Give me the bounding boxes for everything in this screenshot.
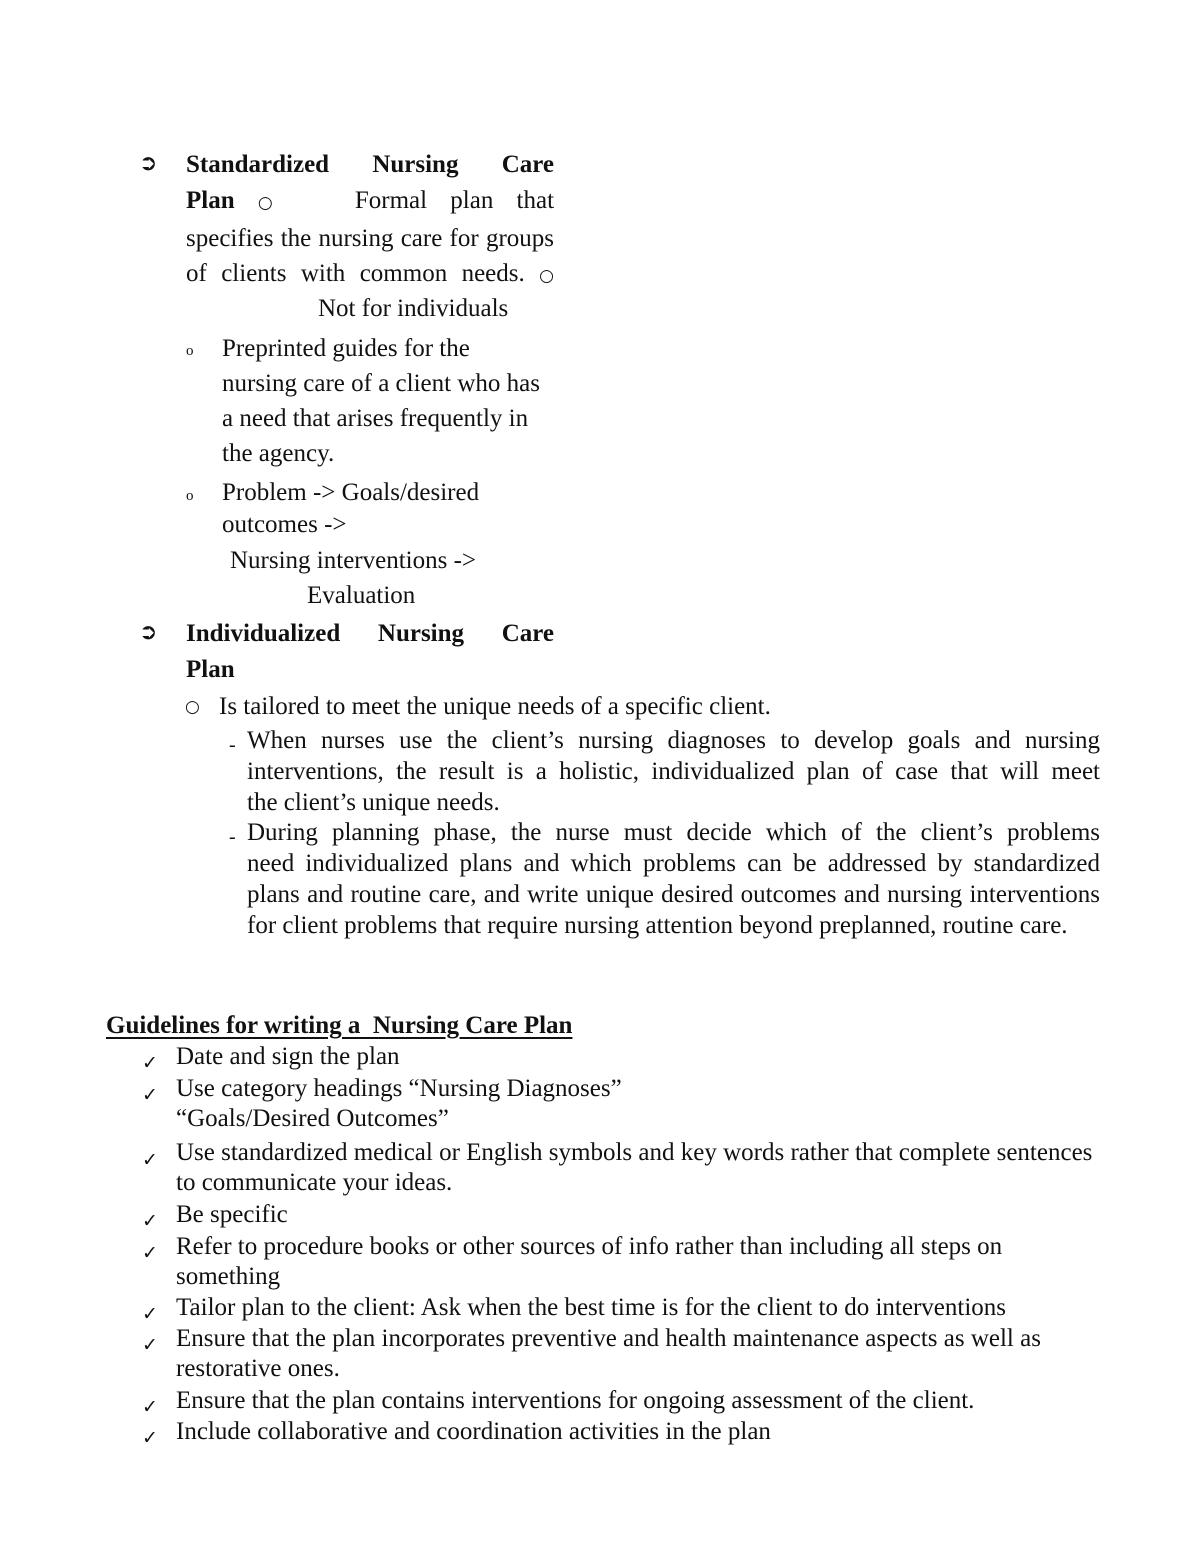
section-title-standardized-plan: Plan (186, 187, 235, 214)
standardized-not-individual: Not for individuals (318, 295, 509, 322)
checkmark-icon: ✓ (142, 1303, 158, 1325)
guideline-item: Be specific (176, 1201, 288, 1228)
dash-bullet-icon: - (229, 826, 236, 848)
guideline-item: Ensure that the plan contains interventions for ongoing assessment of the client. (176, 1387, 975, 1414)
arrow-bullet-icon: ➲ (139, 151, 158, 176)
arrow-bullet-icon: ➲ (139, 620, 158, 645)
section-title-individualized: Individualized Nursing Care (186, 620, 554, 647)
circle-bullet-icon: ○ (185, 697, 200, 717)
standardized-bullet-preprinted: Preprinted guides for the nursing care of a client who has a need that arises frequently in the agency. (222, 335, 540, 467)
standardized-flow-evaluation: Evaluation (307, 582, 416, 609)
circle-bullet-icon: ○ (539, 266, 554, 286)
individualized-bullet-tailored: Is tailored to meet the unique needs of a specific client. (219, 693, 771, 720)
checkmark-icon: ✓ (142, 1427, 158, 1449)
guideline-item: Use standardized medical or English symbols and key words rather that complete sentences to communicate your ideas. (176, 1139, 1093, 1196)
section-title-individualized-plan: Plan (186, 656, 235, 683)
circle-bullet-icon: ○ (257, 193, 290, 213)
checkmark-icon: ✓ (142, 1149, 158, 1171)
standardized-description (186, 183, 554, 294)
checkmark-icon: ✓ (142, 1084, 158, 1106)
small-o-bullet-icon: o (186, 488, 194, 504)
small-o-bullet-icon: o (186, 343, 194, 359)
guideline-item: Ensure that the plan incorporates preventive and health maintenance aspects as well as restorative ones. (176, 1325, 1041, 1382)
guideline-item: Tailor plan to the client: Ask when the best time is for the client to do interventions (176, 1294, 1007, 1321)
dash-bullet-icon: - (229, 734, 236, 756)
guidelines-heading: Guidelines for writing a Nursing Care Plan (106, 1012, 573, 1039)
guideline-item: Include collaborative and coordination activities in the plan (176, 1418, 771, 1445)
guideline-item: Use category headings “Nursing Diagnoses” “Goals/Desired Outcomes” (176, 1075, 622, 1132)
standardized-definition: Formal plan that specifies the nursing care for groups of clients with common needs. (186, 187, 555, 287)
checkmark-icon: ✓ (142, 1210, 158, 1232)
guideline-item: Refer to procedure books or other sources of info rather than including all steps on something (176, 1233, 1003, 1290)
individualized-sub-holistic: When nurses use the client’s nursing diagnoses to develop goals and nursing interventions, the result is a holistic, individualized plan of case that will meet the client’s unique needs. (247, 727, 1100, 816)
checkmark-icon: ✓ (142, 1242, 158, 1264)
checkmark-icon: ✓ (142, 1334, 158, 1356)
individualized-sub-planning-phase: During planning phase, the nurse must decide which of the client’s problems need individualized plans and which problems can be addressed by standardized plans and routine care, and write unique desired outcomes and nursing interventions for client problems that require nursing attention beyond preplanned, routine care. (247, 819, 1100, 939)
standardized-bullet-flow: Problem -> Goals/desired outcomes -> (222, 479, 480, 538)
checkmark-icon: ✓ (142, 1052, 158, 1074)
guideline-item: Date and sign the plan (176, 1043, 400, 1070)
standardized-flow-interventions: Nursing interventions -> (230, 547, 477, 574)
checkmark-icon: ✓ (142, 1396, 158, 1418)
section-title-standardized: Standardized Nursing Care (186, 151, 554, 178)
